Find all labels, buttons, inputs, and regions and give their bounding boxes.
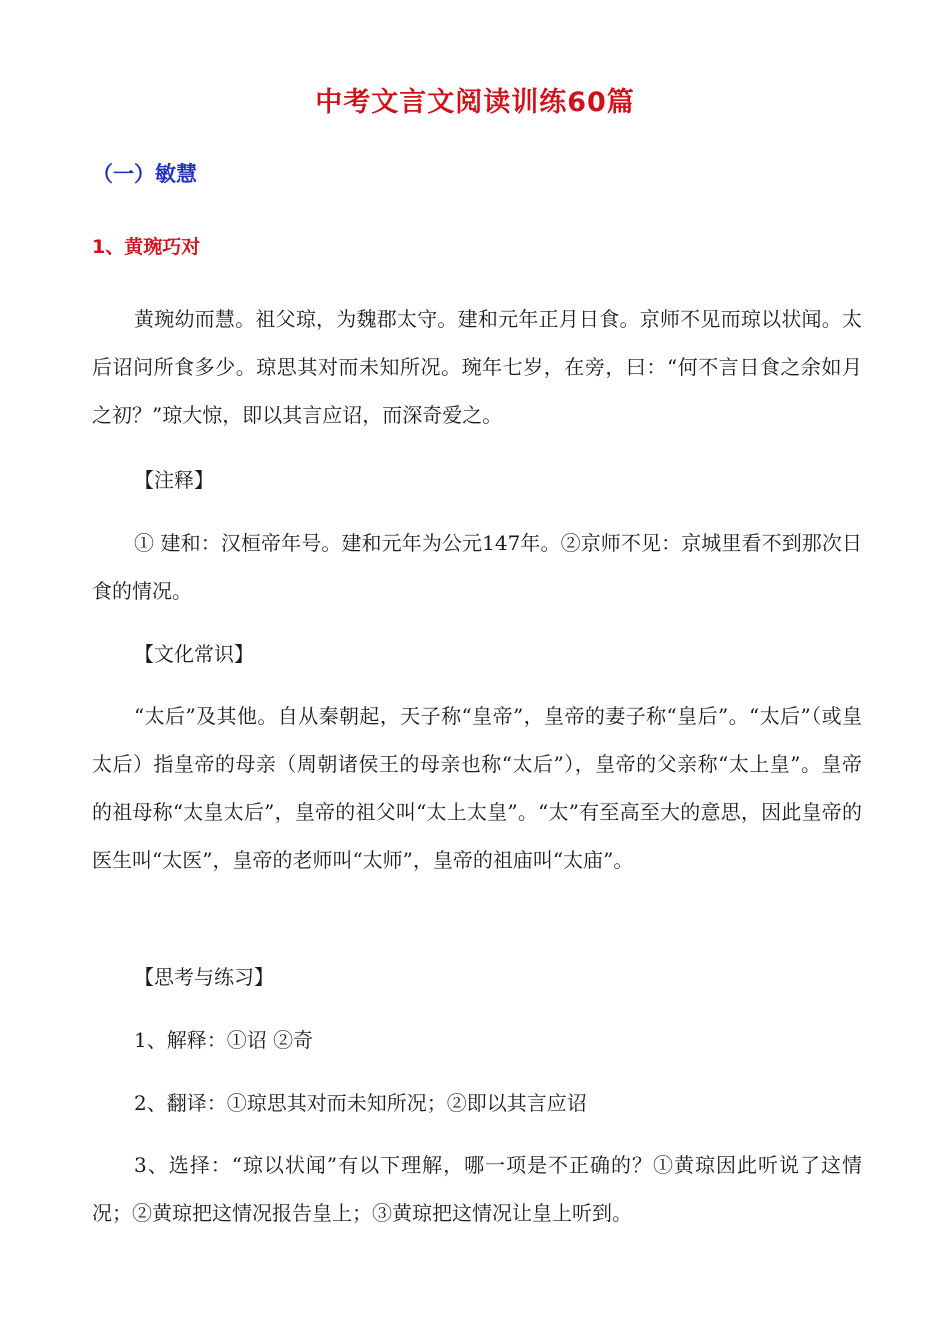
question-3: 3、选择：“琼以状闻”有以下理解，哪一项是不正确的？①黄琼因此听说了这情况；②黄琼把这情况报告皇上；③黄琼把这情况让皇上听到。 xyxy=(92,1153,862,1225)
section-heading: （一）敏慧 xyxy=(92,162,197,186)
question-2: 2、翻译：①琼思其对而未知所况；②即以其言应诏 xyxy=(134,1091,587,1115)
notes-label: 【注释】 xyxy=(134,468,214,492)
document-title: 中考文言文阅读训练60篇 xyxy=(315,87,635,118)
culture-text: “太后”及其他。自从秦朝起，天子称“皇帝”，皇帝的妻子称“皇后”。“太后”（或皇太后）指皇帝的母亲（周朝诸侯王的母亲也称“太后”），皇帝的父亲称“太上皇”。皇帝的祖母称“太皇太后”，皇帝的祖父叫“太上太皇”。“太”有至高至大的意思，因此皇帝的医生叫“太医”，皇帝的老师叫“太师”，皇帝的祖庙叫“太庙”。 xyxy=(92,704,862,872)
culture-label: 【文化常识】 xyxy=(134,642,254,666)
question-1: 1、解释：①诏 ②奇 xyxy=(134,1028,314,1052)
article-title: 1、黄琬巧对 xyxy=(92,236,201,258)
notes-text: ① 建和：汉桓帝年号。建和元年为公元147年。②京师不见：京城里看不到那次日食的情况。 xyxy=(92,531,862,603)
exercise-label: 【思考与练习】 xyxy=(134,965,274,989)
passage-text: 黄琬幼而慧。祖父琼，为魏郡太守。建和元年正月日食。京师不见而琼以状闻。太后诏问所食多少。琼思其对而未知所况。琬年七岁，在旁，曰：“何不言日食之余如月之初？”琼大惊，即以其言应诏，而深奇爱之。 xyxy=(92,307,862,427)
